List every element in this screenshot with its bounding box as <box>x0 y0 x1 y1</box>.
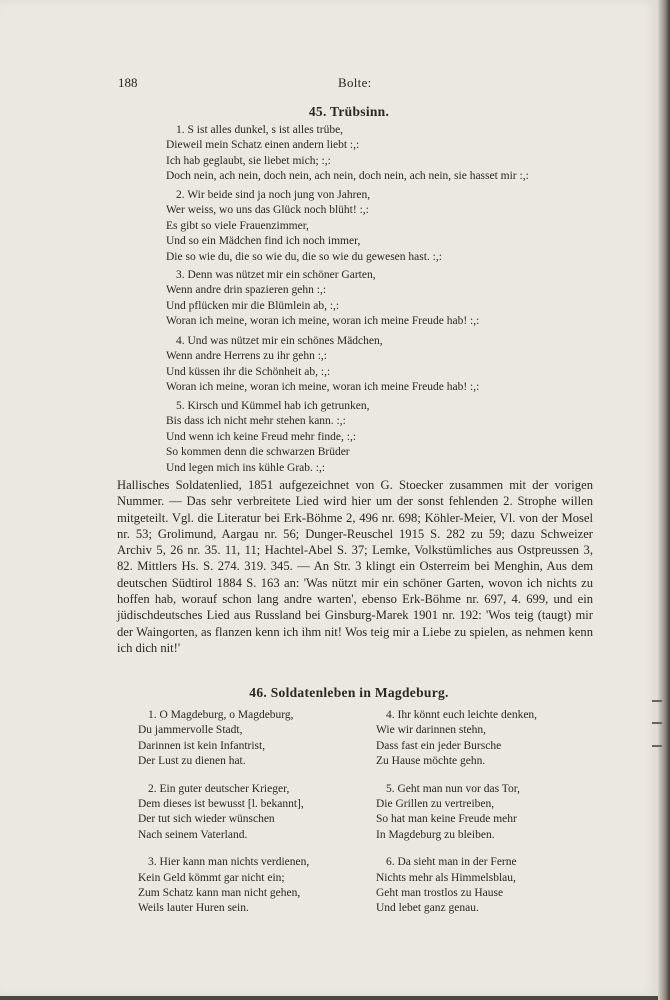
verse-line: 4. Und was nützet mir ein schönes Mädchen, <box>176 335 383 347</box>
song-45-stanza-5 <box>166 399 370 476</box>
verse-line: 5. Kirsch und Kümmel hab ich getrunken, <box>176 400 370 412</box>
verse-line: 2. Ein guter deutscher Krieger, <box>148 782 290 795</box>
verse-line: Und wenn ich keine Freud mehr finde, :,: <box>166 430 357 443</box>
verse-line: 6. Da sieht man in der Ferne <box>386 856 517 869</box>
verse-line: So kommen denn die schwarzen Brüder <box>166 446 350 459</box>
page-header <box>118 75 618 95</box>
verse-line: Darinnen ist kein Infantrist, <box>138 739 266 752</box>
verse-line: 1. S ist alles dunkel, s ist alles trübe, <box>176 124 344 136</box>
song-46-left-column <box>138 708 309 929</box>
verse-line: Kein Geld kömmt gar nicht ein; <box>138 871 285 884</box>
song-46-stanza-5 <box>376 782 537 844</box>
verse-line: 4. Ihr könnt euch leichte denken, <box>386 709 538 721</box>
song-46-title: 46. Soldatenleben in Magdeburg. <box>249 685 449 700</box>
verse-line: Du jammervolle Stadt, <box>138 724 243 737</box>
page-edge-shadow <box>658 0 670 1000</box>
verse-line: Geht man trostlos zu Hause <box>376 887 504 900</box>
song-45-stanza-1 <box>166 123 529 185</box>
page-number: 188 <box>118 75 138 90</box>
verse-line: Ich hab geglaubt, sie liebet mich; :,: <box>166 154 331 167</box>
verse-line: Doch nein, ach nein, doch nein, ach nein, doch nein, ach nein, sie hasset mir :,: <box>166 170 529 183</box>
page-edge-mark <box>652 722 662 724</box>
verse-line: Und lebet ganz genau. <box>376 902 479 915</box>
verse-line: Woran ich meine, woran ich meine, woran ich meine Freude hab! :,: <box>166 315 480 328</box>
verse-line: Dem dieses ist bewusst [l. bekannt], <box>138 798 304 811</box>
verse-line: Und so ein Mädchen find ich noch immer, <box>166 235 361 248</box>
song-46-stanza-2 <box>138 782 309 844</box>
song-46-stanza-6 <box>376 855 537 917</box>
verse-line: Zum Schatz kann man nicht gehen, <box>138 887 301 900</box>
commentary-paragraph <box>117 477 593 656</box>
verse-line: Woran ich meine, woran ich meine, woran ich meine Freude hab! :,: <box>166 381 480 394</box>
verse-line: 3. Denn was nützet mir ein schöner Garten, <box>176 269 376 281</box>
verse-line: Und pflücken mir die Blümlein ab, :,: <box>166 299 340 312</box>
song-46-stanza-4 <box>376 708 537 770</box>
song-46-right-column <box>376 708 537 929</box>
commentary-text: Hallisches Soldatenlied, 1851 aufgezeichnet von G. Stoecker zusammen mit der vorigen Nummer. — Das sehr verbreitete Lied wird hier um der sonst fehlenden 2. Strophe willen mitgeteilt. Vgl. die Literatur bei Erk-Böhme 2, 496 nr. 698; Köhler-Meier, Vl. von der Mosel nr. 53; Grolimund, Aargau nr. 56; Dunger-Reuschel 1915 S. 282 zu 59; dazu Schweizer Archiv 5, 26 nr. 35. 11, 11; Hachtel-Abel S. 37; Lemke, Volkstümliches aus Ostpreussen 3, 82. Mittlers Hs. S. 274. 319. 345. — An Str. 3 klingt ein Osterreim bei Menghin, Aus dem deutschen Südtirol 1884 S. 163 an: 'Was nützt mir ein schöner Garten, wovon ich nichts zu hoffen hab, worauf schon lang andre warten', ebenso Erk-Böhme nr. 697, 4. 699, und ein jüdischdeutsches Lied aus Russland bei Ginsburg-Marek 1901 nr. 192: 'Wos teig (taugt) mir der Waingorten, as flanzen kenn ich ihm nit! Wos teig mir a Liebe zu spielen, as nehmen kenn ich dich nit!' <box>117 478 593 655</box>
verse-line: Wenn andre drin spazieren gehn :,: <box>166 284 327 297</box>
song-46-stanza-1 <box>138 708 309 770</box>
verse-line: Wie wir darinnen stehn, <box>376 724 487 737</box>
verse-line: Dass fast ein jeder Bursche <box>376 739 502 752</box>
verse-line: Und legen mich ins kühle Grab. :,: <box>166 461 326 474</box>
verse-line: Die Grillen zu vertreiben, <box>376 798 495 811</box>
page-edge-mark <box>652 700 662 702</box>
verse-line: 1. O Magdeburg, o Magdeburg, <box>148 709 294 721</box>
song-45-stanza-4 <box>166 334 479 396</box>
verse-line: In Magdeburg zu bleiben. <box>376 828 495 841</box>
verse-line: Die so wie du, die so wie du, die so wie du gewesen hast. :,: <box>166 250 442 263</box>
verse-line: Bis dass ich nicht mehr stehen kann. :,: <box>166 415 346 428</box>
verse-line: Zu Hause möchte gehn. <box>376 755 486 768</box>
song-45-stanza-2 <box>166 188 442 265</box>
verse-line: Der tut sich wieder wünschen <box>138 813 275 826</box>
song-45-title: 45. Trübsinn. <box>308 104 390 119</box>
verse-line: Nichts mehr als Himmelsblau, <box>376 871 516 884</box>
verse-line: Der Lust zu dienen hat. <box>138 755 246 768</box>
verse-line: Und küssen ihr die Schönheit ab, :,: <box>166 365 331 378</box>
verse-line: Wer weiss, wo uns das Glück noch blüht! :,: <box>166 204 369 217</box>
verse-line: Wenn andre Herrens zu ihr gehn :,: <box>166 350 327 363</box>
song-46-stanza-3 <box>138 855 309 917</box>
verse-line: Nach seinem Vaterland. <box>138 828 248 841</box>
verse-line: 5. Geht man nun vor das Tor, <box>386 782 520 795</box>
page-edge-mark <box>652 745 662 747</box>
verse-line: Es gibt so viele Frauenzimmer, <box>166 219 309 232</box>
running-head: Bolte: <box>338 75 372 90</box>
verse-line: 3. Hier kann man nichts verdienen, <box>148 856 310 869</box>
verse-line: 2. Wir beide sind ja noch jung von Jahren, <box>176 189 371 201</box>
verse-line: So hat man keine Freude mehr <box>376 813 517 826</box>
verse-line: Dieweil mein Schatz einen andern liebt :,: <box>166 139 360 152</box>
song-45-stanza-3 <box>166 268 479 330</box>
verse-line: Weils lauter Huren sein. <box>138 902 249 915</box>
